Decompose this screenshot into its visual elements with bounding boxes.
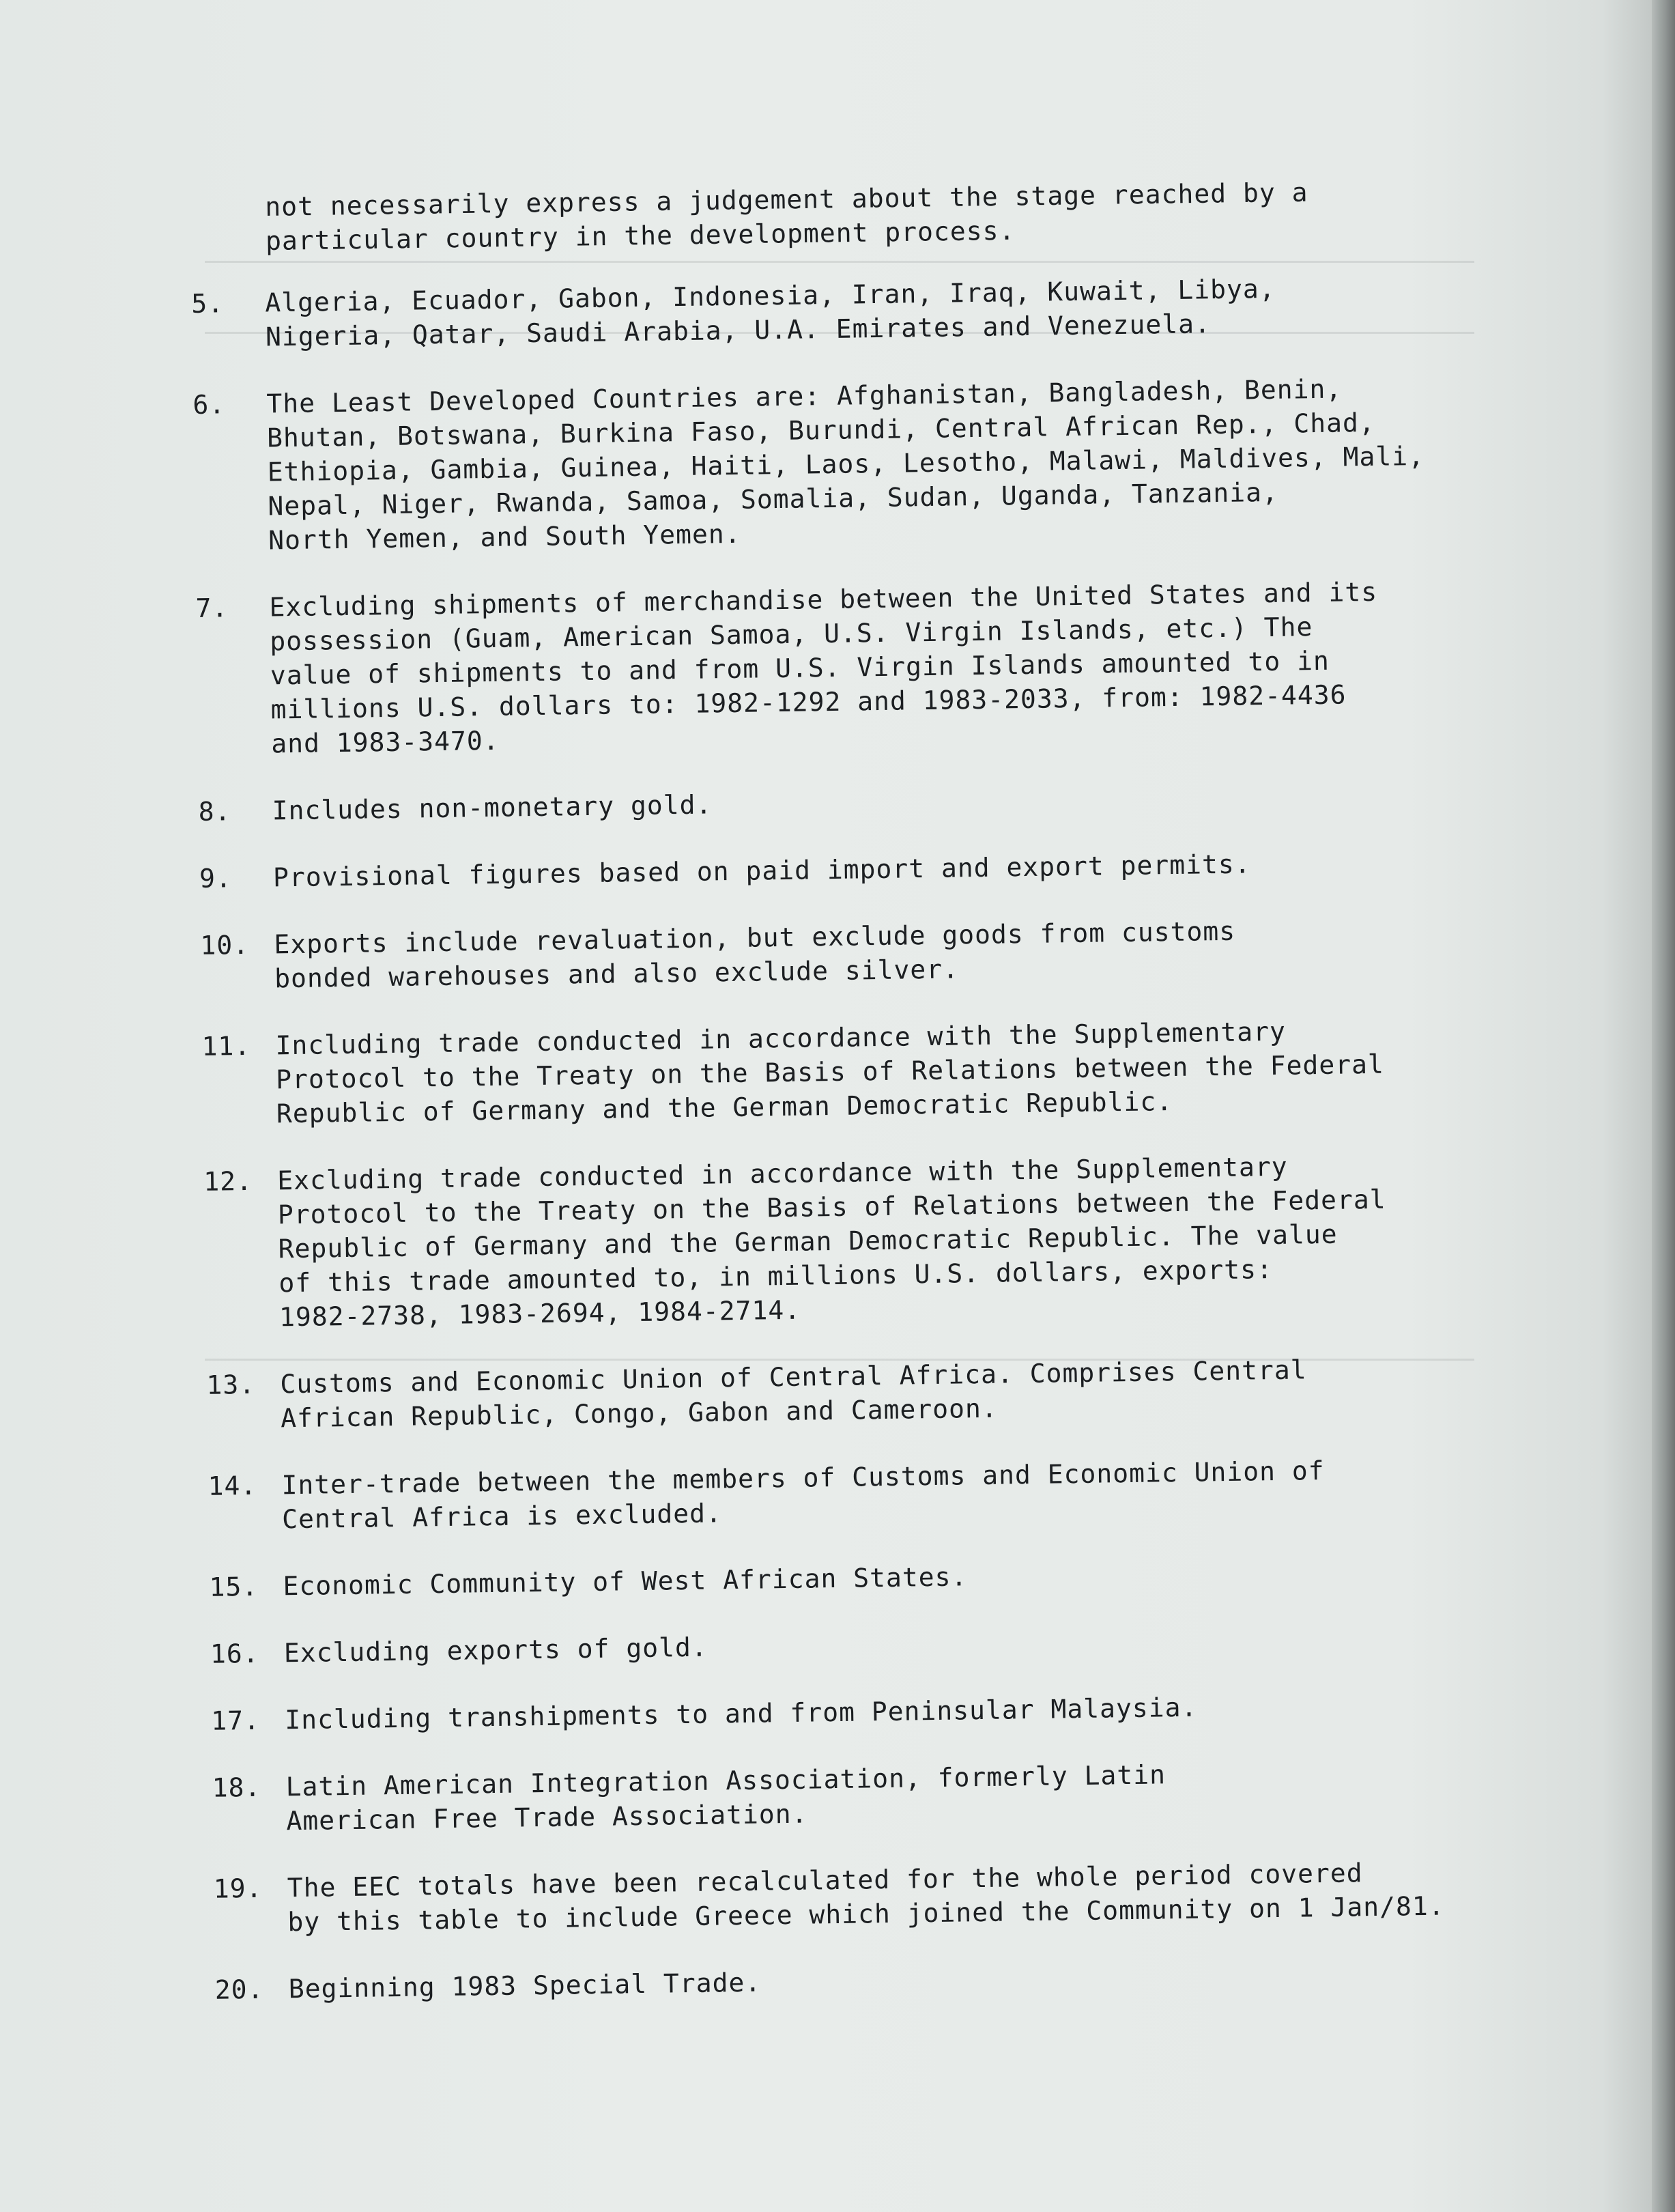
footnote-item [191, 268, 1530, 355]
continued-line: not necessarily express a judgement about the stage reached by a [265, 177, 1308, 222]
footnote-text: Latin American Integration Association, formerly Latin American Free Trade Association. [285, 1759, 1166, 1837]
footnote-item [206, 1349, 1545, 1436]
footnote-text: Excluding shipments of merchandise between the United States and its possession (Guam, American Samoa, U.S. Virgin Islands, etc.) The value of shipments to and from U.S. Virgin Islands amounted to in millions U.S. dollars to: 1982-1292 and 1983-2033, from: 1982-4436 and 1983-3470. [269, 576, 1378, 759]
continued-note-text [265, 173, 1426, 258]
footnote-item [213, 1853, 1551, 1940]
footnote-text: Customs and Economic Union of Central Africa. Comprises Central African Republic, Congo, Gabon and Cameroon. [280, 1355, 1307, 1434]
footnote-item [199, 843, 1538, 896]
footnote-number: 5. [191, 288, 225, 319]
footnote-item [207, 1450, 1546, 1537]
footnote-number: 17. [211, 1705, 261, 1736]
footnote-number: 19. [213, 1873, 263, 1904]
footnote-item [198, 776, 1536, 829]
footnote-number: 13. [206, 1369, 256, 1400]
footnote-text: Algeria, Ecuador, Gabon, Indonesia, Iran, Iraq, Kuwait, Libya, Nigeria, Qatar, Saudi Arabia, U.A. Emirates and Venezuela. [265, 273, 1276, 352]
footnote-text: The EEC totals have been recalculated for the whole period covered by this table to include Greece which joined the Community on 1 Jan/81. [287, 1858, 1445, 1938]
footnote-text: Excluding exports of gold. [283, 1632, 708, 1669]
footnote-item [212, 1752, 1550, 1839]
footnotes-list [191, 268, 1554, 2040]
footnote-item [209, 1551, 1547, 1604]
footnote-item [201, 1011, 1541, 1132]
footnote-number: 20. [214, 1974, 264, 2005]
footnote-item [203, 1146, 1543, 1335]
footnote-text: Inter-trade between the members of Customs and Economic Union of Central Africa is excluded. [281, 1455, 1325, 1535]
footnote-item [192, 369, 1532, 558]
footnote-number: 6. [192, 389, 226, 420]
footnote-number: 11. [201, 1030, 251, 1062]
footnote-number: 7. [195, 593, 229, 623]
footnote-text: Including trade conducted in accordance with the Supplementary Protocol to the Treaty on the Basis of Relations between the Federal Republic of Germany and the German Democratic Republic. [275, 1016, 1385, 1129]
bleed-through-rule [205, 261, 1474, 263]
footnote-item [210, 1618, 1549, 1671]
footnote-text: Provisional figures based on paid import and export permits. [272, 849, 1251, 893]
footnote-number: 12. [203, 1165, 253, 1197]
footnote-text: Exports include revaluation, but exclude goods from customs bonded warehouses and also exclude silver. [274, 916, 1236, 994]
footnote-item [195, 573, 1535, 762]
footnote-number: 8. [198, 796, 231, 827]
footnote-text: Excluding trade conducted in accordance with the Supplementary Protocol to the Treaty on the Basis of Relations between the Federal Republic of Germany and the German Democratic Republic. The value of this trade amounted to, in millions U.S. dollars, exports: 1982-2738, 1983-2694, 1984-2714. [276, 1151, 1386, 1333]
footnote-number: 14. [207, 1470, 257, 1501]
footnote-number: 9. [199, 863, 233, 894]
footnote-number: 18. [212, 1772, 261, 1803]
footnote-item [211, 1685, 1549, 1738]
continued-line: particular country in the development process. [265, 215, 1016, 256]
footnote-item [200, 910, 1538, 997]
footnote-text: Including transhipments to and from Peninsular Malaysia. [285, 1692, 1198, 1735]
footnote-text: Economic Community of West African States. [283, 1561, 968, 1602]
footnote-text: The Least Developed Countries are: Afghanistan, Bangladesh, Benin, Bhutan, Botswana, Burkina Faso, Burundi, Central African Rep., Chad, Ethiopia, Gambia, Guinea, Haiti, Laos, Lesotho, Malawi, Maldives, Mali, Nepal, Niger, Rwanda, Samoa, Somalia, Sudan, Uganda, Tanzania, North Yemen, and South Yemen. [266, 373, 1425, 556]
footnote-number: 16. [210, 1638, 259, 1669]
footnote-number: 10. [200, 929, 250, 961]
footnote-text: Beginning 1983 Special Trade. [288, 1967, 762, 2004]
page-edge-shadow [1652, 0, 1675, 2212]
footnote-text: Includes non-monetary gold. [272, 789, 713, 826]
footnote-number: 15. [209, 1571, 259, 1602]
footnote-item [214, 1954, 1553, 2007]
